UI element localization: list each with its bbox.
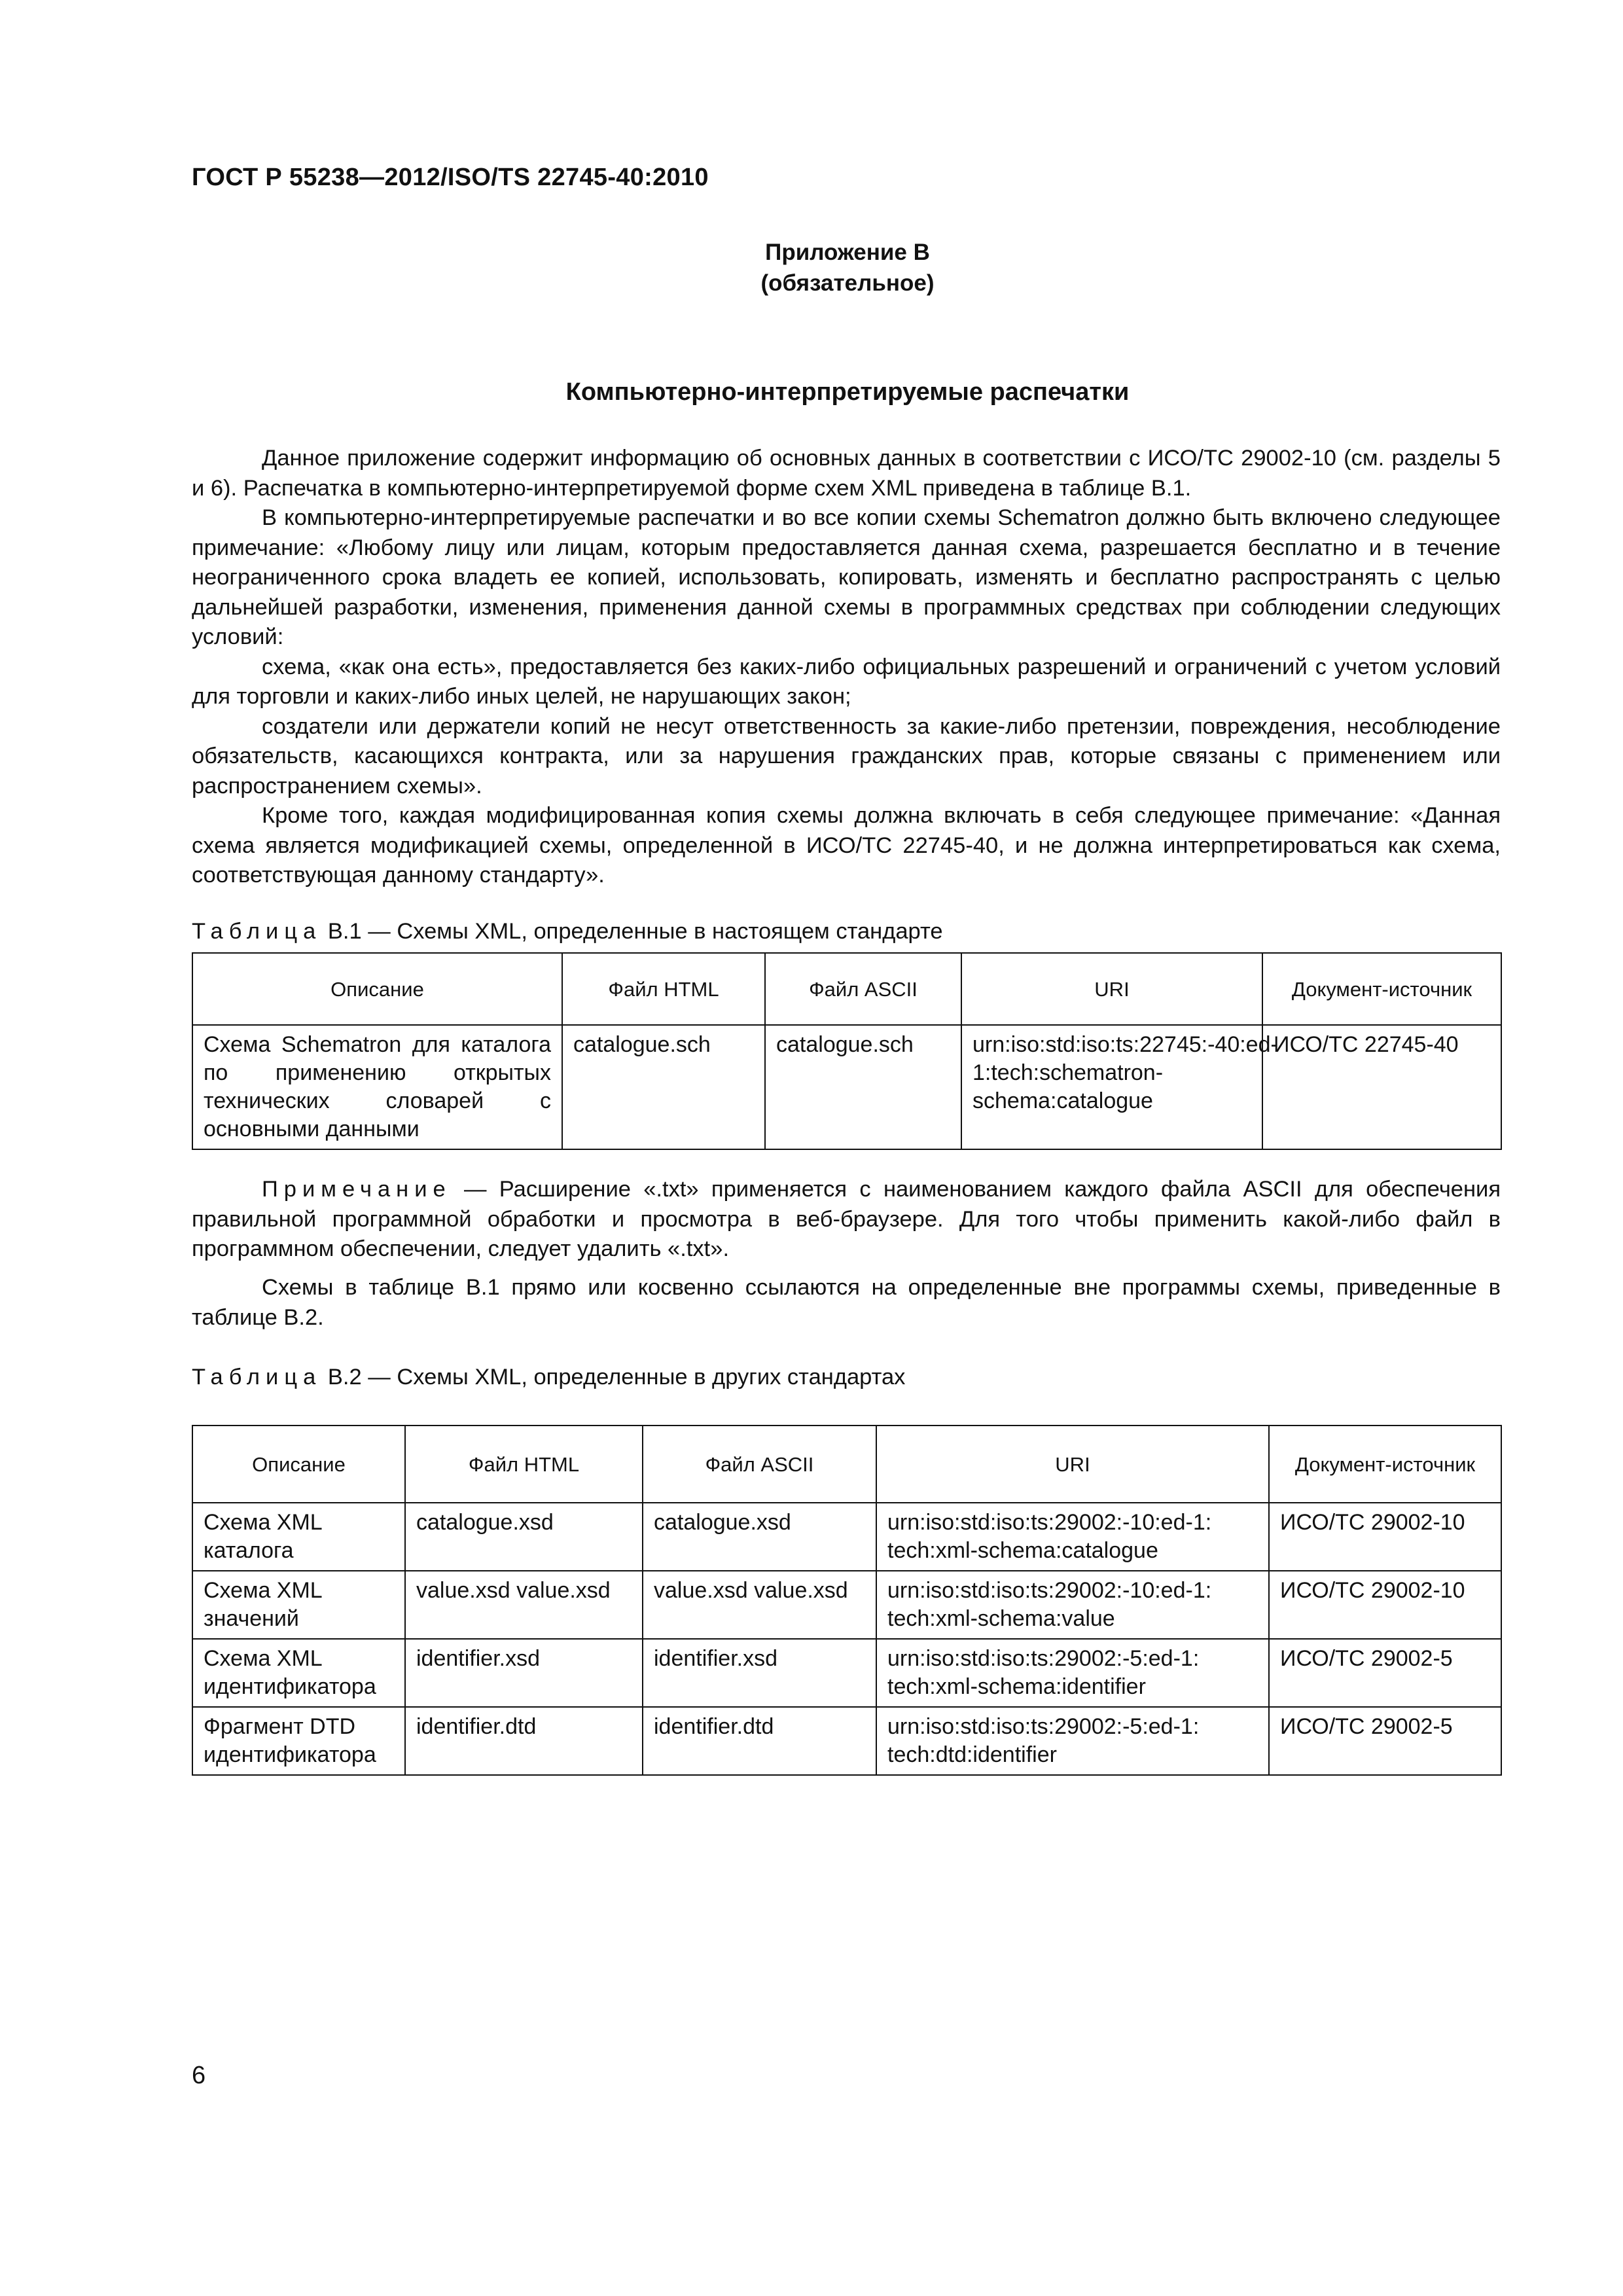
- paragraph: Схемы в таблице В.1 прямо или косвенно ссылаются на определенные вне программы схемы, приведенные в таблице В.2.: [192, 1275, 1501, 1330]
- table1-caption-text: В.1 — Схемы XML, определенные в настоящем стандарте: [321, 919, 943, 944]
- table2-header-cell: Файл ASCII: [643, 1426, 876, 1503]
- table-cell: Схема XML каталога: [192, 1503, 405, 1571]
- table-cell: identifier.dtd: [643, 1707, 876, 1775]
- reference-paragraph: [192, 1273, 1501, 1333]
- table2-caption: [192, 1365, 905, 1390]
- table-b2: [192, 1425, 1502, 1776]
- table2-header-row: [192, 1426, 1501, 1503]
- table-cell: urn:iso:std:iso:ts:29002:-5:ed-1: tech:xml-schema:identifier: [876, 1639, 1269, 1707]
- table-cell: identifier.dtd: [405, 1707, 643, 1775]
- appendix-heading: [0, 237, 1623, 298]
- table-cell: catalogue.sch: [562, 1025, 765, 1149]
- table1-note: [192, 1175, 1501, 1265]
- table2-caption-text: В.2 — Схемы XML, определенные в других стандартах: [321, 1365, 906, 1390]
- table-cell: ИСО/ТС 29002-5: [1269, 1639, 1501, 1707]
- note-label: Примечание: [262, 1177, 452, 1202]
- table-cell: ИСО/ТС 29002-5: [1269, 1707, 1501, 1775]
- table1-header-cell: Файл ASCII: [765, 953, 961, 1025]
- table-cell: value.xsd value.xsd: [643, 1571, 876, 1639]
- note-text: — Расширение «.txt» применяется с наименованием каждого файла ASCII для обеспечения правильной программной обработки и просмотра в веб-браузере. Для того чтобы применить какой-либо файл в программном обеспечении, следует удалить «.txt».: [192, 1177, 1501, 1261]
- table1-caption: [192, 919, 943, 944]
- table-cell: identifier.xsd: [405, 1639, 643, 1707]
- table-cell: Схема XML идентификатора: [192, 1639, 405, 1707]
- table-row: [192, 1707, 1501, 1775]
- table-b1: [192, 952, 1502, 1150]
- table2-header-cell: URI: [876, 1426, 1269, 1503]
- table-row: [192, 1025, 1501, 1149]
- table1-header-cell: Файл HTML: [562, 953, 765, 1025]
- table-row: [192, 1639, 1501, 1707]
- paragraph: создатели или держатели копий не несут ответственность за какие-либо претензии, повреждения, несоблюдение обязательств, касающихся контракта, или за нарушения гражданских прав, которые связаны с применением или распространением схемы».: [192, 713, 1501, 798]
- table-cell: Фрагмент DTD идентификатора: [192, 1707, 405, 1775]
- table-cell: Схема XML значений: [192, 1571, 405, 1639]
- table-cell: urn:iso:std:iso:ts:29002:-10:ed-1: tech:xml-schema:value: [876, 1571, 1269, 1639]
- table-cell: catalogue.xsd: [405, 1503, 643, 1571]
- table-row: [192, 1503, 1501, 1571]
- paragraph: В компьютерно-интерпретируемые распечатки и во все копии схемы Schematron должно быть включено следующее примечание: «Любому лицу или лицам, которым предоставляется данная схема, разрешается бесплатно и в течение неограниченного срока владеть ее копией, использовать, копировать, изменять и бесплатно распространять с целью дальнейшей разработки, изменения, применения данной схемы в программных средствах при соблюдении следующих условий:: [192, 505, 1501, 649]
- table2-header-cell: Документ-источник: [1269, 1426, 1501, 1503]
- table-cell: urn:iso:std:iso:ts:29002:-5:ed-1: tech:dtd:identifier: [876, 1707, 1269, 1775]
- table-cell: urn:iso:std:iso:ts:29002:-10:ed-1: tech:xml-schema:catalogue: [876, 1503, 1269, 1571]
- table-cell: urn:iso:std:iso:ts:22745:-40:ed-1:tech:schematron-schema:catalogue: [961, 1025, 1262, 1149]
- table1-caption-word: Таблица: [192, 919, 322, 944]
- table2-header-cell: Файл HTML: [405, 1426, 643, 1503]
- table-cell: catalogue.xsd: [643, 1503, 876, 1571]
- table1-header-cell: Описание: [192, 953, 562, 1025]
- paragraph: схема, «как она есть», предоставляется без каких-либо официальных разрешений и ограничений с учетом условий для торговли и каких-либо иных целей, не нарушающих закон;: [192, 654, 1501, 709]
- table-cell: ИСО/ТС 29002-10: [1269, 1503, 1501, 1571]
- table2-caption-word: Таблица: [192, 1365, 322, 1390]
- table-cell: Схема Schematron для каталога по применению открытых технических словарей с основными данными: [192, 1025, 562, 1149]
- table-cell: ИСО/ТС 29002-10: [1269, 1571, 1501, 1639]
- appendix-name: Приложение В: [765, 240, 930, 265]
- paragraph: Данное приложение содержит информацию об основных данных в соответствии с ИСО/ТС 29002-10 (см. разделы 5 и 6). Распечатка в компьютерно-интерпретируемой форме схем XML приведена в таблице В.1.: [192, 446, 1501, 501]
- table-cell: ИСО/ТС 22745-40: [1262, 1025, 1501, 1149]
- paragraph: Кроме того, каждая модифицированная копия схемы должна включать в себя следующее примечание: «Данная схема является модификацией схемы, определенной в ИСО/ТС 22745-40, и не должна интерпретироваться как схема, соответствующая данному стандарту».: [192, 803, 1501, 888]
- table-cell: value.xsd value.xsd: [405, 1571, 643, 1639]
- table-cell: catalogue.sch: [765, 1025, 961, 1149]
- page-number: 6: [192, 2062, 206, 2089]
- table-row: [192, 1571, 1501, 1639]
- document-header: ГОСТ Р 55238—2012/ISO/TS 22745-40:2010: [192, 164, 709, 191]
- section-title: Компьютерно-интерпретируемые распечатки: [565, 378, 1130, 406]
- table1-header-row: [192, 953, 1501, 1025]
- table-cell: identifier.xsd: [643, 1639, 876, 1707]
- table2-header-cell: Описание: [192, 1426, 405, 1503]
- appendix-status: (обязательное): [760, 270, 935, 296]
- table1-header-cell: URI: [961, 953, 1262, 1025]
- body-text: [192, 444, 1501, 891]
- table1-header-cell: Документ-источник: [1262, 953, 1501, 1025]
